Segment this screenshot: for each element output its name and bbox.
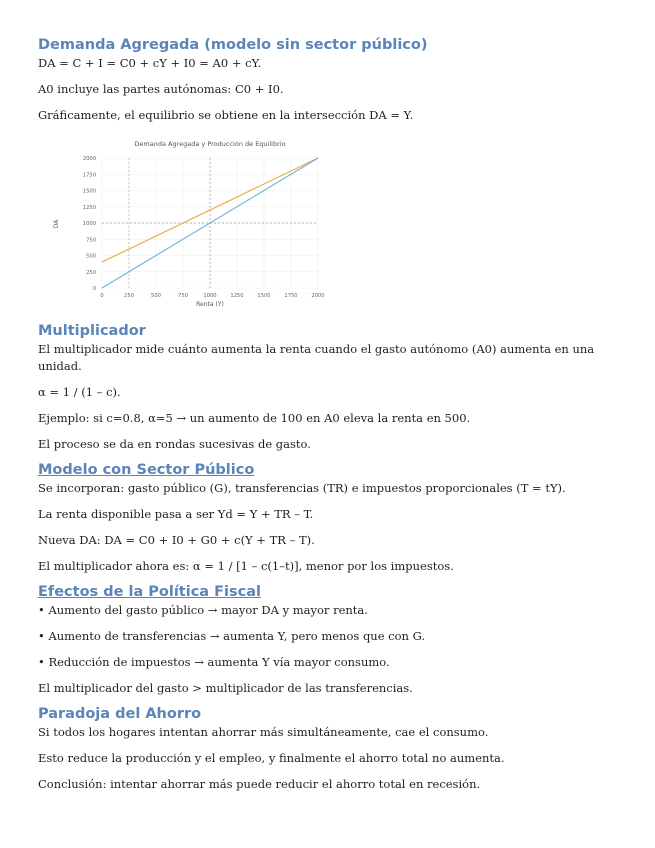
paragraph: La renta disponible pasa a ser Yd = Y + TR – T. <box>38 507 314 521</box>
x-tick-label: 250 <box>124 293 134 299</box>
paragraph: DA = C + I = C0 + cY + I0 = A0 + cY. <box>38 56 262 70</box>
x-tick-label: 0 <box>100 293 104 299</box>
heading-paradoja-ahorro: Paradoja del Ahorro <box>38 706 202 722</box>
chart-y-label: DA <box>53 219 60 229</box>
heading-demanda-agregada: Demanda Agregada (modelo sin sector público) <box>38 37 428 53</box>
x-tick-label: 1750 <box>284 293 298 299</box>
y-tick-label: 500 <box>86 253 96 260</box>
heading-modelo-sector-publico: Modelo con Sector Público <box>38 462 255 478</box>
paragraph: El multiplicador ahora es: α = 1 / [1 – c(1–t)], menor por los impuestos. <box>38 559 454 573</box>
y-tick-label: 1250 <box>82 204 96 211</box>
paragraph: Ejemplo: si c=0.8, α=5 → un aumento de 100 en A0 eleva la renta en 500. <box>38 411 471 425</box>
y-tick-label: 250 <box>86 269 96 276</box>
y-tick-label: 2000 <box>82 156 96 162</box>
y-tick-label: 1750 <box>82 172 96 179</box>
heading-multiplicador: Multiplicador <box>38 323 146 339</box>
document-page <box>38 36 623 793</box>
x-tick-label: 1250 <box>230 293 244 299</box>
paragraph: El proceso se da en rondas sucesivas de gasto. <box>38 437 311 451</box>
x-tick-label: 750 <box>178 293 188 299</box>
bullet-item: • Reducción de impuestos → aumenta Y vía mayor consumo. <box>38 655 390 669</box>
equilibrium-chart <box>52 138 352 310</box>
x-tick-label: 500 <box>151 293 161 299</box>
paragraph: A0 incluye las partes autónomas: C0 + I0. <box>38 82 284 96</box>
paragraph: El multiplicador mide cuánto aumenta la renta cuando el gasto autónomo (A0) aumenta en una unidad. <box>38 342 595 373</box>
bullet-item: • Aumento de transferencias → aumenta Y, pero menos que con G. <box>38 629 426 643</box>
paragraph: Nueva DA: DA = C0 + I0 + G0 + c(Y + TR – T). <box>38 533 315 547</box>
chart-title: Demanda Agregada y Producción de Equilibrio <box>134 140 286 148</box>
x-tick-label: 1000 <box>203 293 217 299</box>
paragraph: Gráficamente, el equilibrio se obtiene en la intersección DA = Y. <box>38 108 414 122</box>
chart-x-label: Renta (Y) <box>196 301 224 308</box>
paragraph: α = 1 / (1 – c). <box>38 385 121 399</box>
y-tick-label: 1500 <box>82 188 96 195</box>
paragraph: Conclusión: intentar ahorrar más puede reducir el ahorro total en recesión. <box>38 777 481 791</box>
y-tick-label: 750 <box>86 237 96 244</box>
y-tick-label: 0 <box>92 286 96 292</box>
x-tick-label: 1500 <box>257 293 271 299</box>
y-tick-label: 1000 <box>82 221 96 227</box>
heading-efectos-politica-fiscal: Efectos de la Política Fiscal <box>38 584 261 600</box>
x-tick-label: 2000 <box>311 293 325 299</box>
paragraph: Esto reduce la producción y el empleo, y finalmente el ahorro total no aumenta. <box>38 751 505 765</box>
paragraph: El multiplicador del gasto > multiplicador de las transferencias. <box>38 681 413 695</box>
paragraph: Si todos los hogares intentan ahorrar más simultáneamente, cae el consumo. <box>38 725 489 739</box>
paragraph: Se incorporan: gasto público (G), transferencias (TR) e impuestos proporcionales (T = tY). <box>38 481 566 495</box>
bullet-item: • Aumento del gasto público → mayor DA y mayor renta. <box>38 603 368 617</box>
